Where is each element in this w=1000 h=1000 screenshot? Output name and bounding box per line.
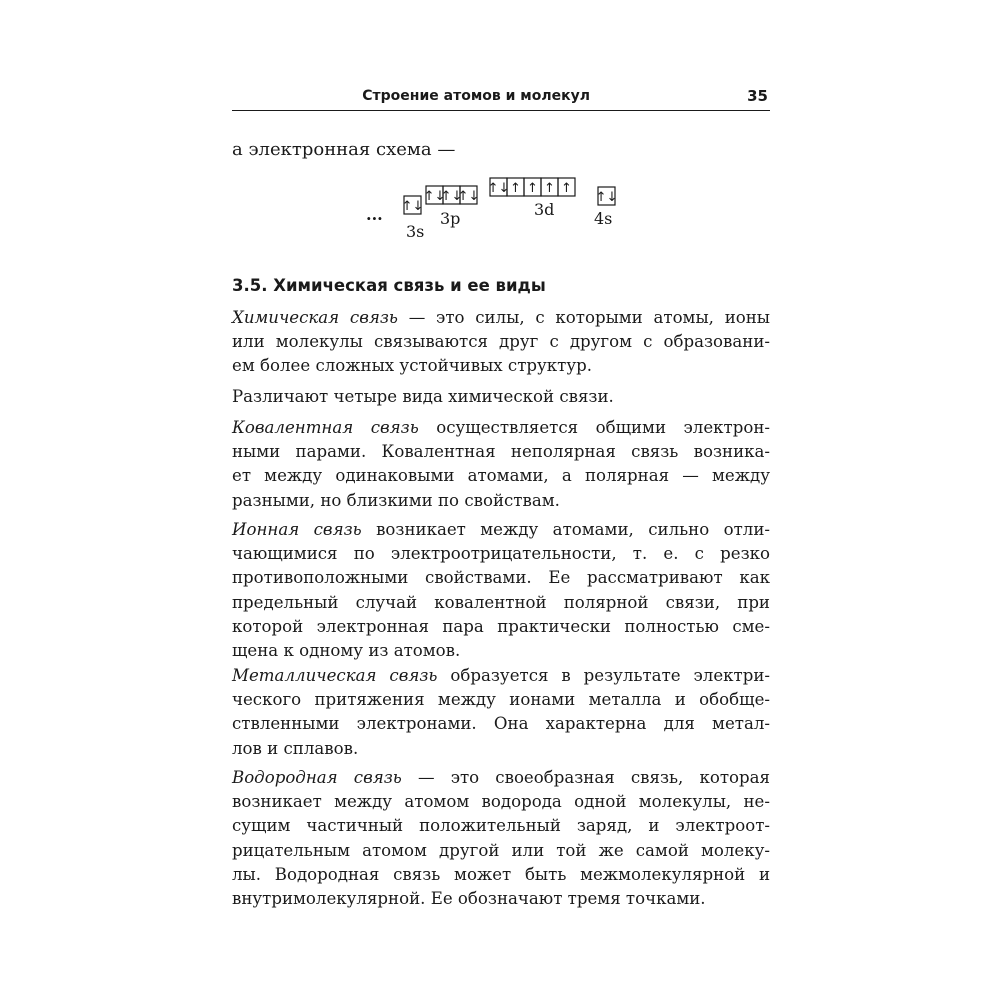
paragraph-line: Водородная связь — это своеобразная связь, которая <box>232 768 770 787</box>
paragraph-line: разными, но близкими по свойствам. <box>232 490 560 510</box>
paragraph-line: или молекулы связываются друг с другом с образовани- <box>232 332 770 352</box>
paragraph-line: Металлическая связь образуется в результате электри- <box>232 666 771 685</box>
paragraph-line: ствленными электронами. Она характерна для метал- <box>232 714 770 734</box>
paragraph-chemical-bond <box>232 306 770 379</box>
paragraph-line: сущим частичный положительный заряд, и электроот- <box>232 816 770 836</box>
diagram-ellipsis: ... <box>366 205 383 224</box>
paragraph-line: Различают четыре вида химической связи. <box>232 387 614 406</box>
term-covalent-bond: Ковалентная связь <box>232 418 419 437</box>
term-chemical-bond: Химическая связь <box>232 308 398 327</box>
page-number: 35 <box>747 87 768 105</box>
paragraph-line: противоположными свойствами. Ее рассматривают как <box>232 568 770 588</box>
running-title: Строение атомов и молекул <box>362 88 590 104</box>
electron-arrows: ↑↓ <box>401 199 424 214</box>
paragraph-line: рицательным атомом другой или той же самой молеку- <box>232 840 770 860</box>
paragraph-line: лов и сплавов. <box>232 738 359 758</box>
electron-arrows: ↑ <box>544 181 555 196</box>
orbital-label: 3d <box>534 200 555 219</box>
term-metallic-bond: Металлическая связь <box>232 666 438 685</box>
orbital-label: 3p <box>440 209 461 228</box>
paragraph-line: Химическая связь — это силы, с которыми атомы, ионы <box>232 308 771 327</box>
paragraph-line: ными парами. Ковалентная неполярная связь возника- <box>232 442 770 462</box>
section-title: 3.5. Химическая связь и ее виды <box>232 276 546 295</box>
paragraph-covalent-bond <box>232 416 770 513</box>
running-header <box>232 86 770 111</box>
paragraph-line: чающимися по электроотрицательности, т. е. с резко <box>232 544 770 564</box>
paragraph-line: ческого притяжения между ионами металла и обобще- <box>232 690 770 710</box>
orbital-label: 3s <box>406 222 425 241</box>
paragraph-hydrogen-bond <box>232 766 770 911</box>
paragraph-line: предельный случай ковалентной полярной связи, при <box>232 592 770 612</box>
paragraph-metallic-bond <box>232 664 770 761</box>
term-ionic-bond: Ионная связь <box>232 520 362 539</box>
paragraph-four-types <box>232 385 770 409</box>
paragraph-line: Ионная связь возникает между атомами, сильно отли- <box>232 520 770 539</box>
electron-arrows: ↑ <box>561 181 572 196</box>
orbital-diagram-svg <box>366 176 636 246</box>
paragraph-line: ет между одинаковыми атомами, а полярная — между <box>232 466 770 486</box>
paragraph-ionic-bond <box>232 518 770 663</box>
electron-arrows: ↑↓ <box>595 190 618 205</box>
paragraph-line: лы. Водородная связь может быть межмолекулярной и <box>232 864 770 884</box>
intro-text: а электронная схема — <box>232 139 456 160</box>
paragraph-line: возникает между атомом водорода одной молекулы, не- <box>232 792 770 812</box>
electron-arrows: ↑ <box>527 181 538 196</box>
electron-arrows: ↑↓ <box>423 189 446 204</box>
paragraph-line: Ковалентная связь осуществляется общими электрон- <box>232 418 770 437</box>
term-hydrogen-bond: Водородная связь <box>232 768 402 787</box>
orbital-label: 4s <box>594 209 613 228</box>
electron-arrows: ↑↓ <box>487 181 510 196</box>
paragraph-line: щена к одному из атомов. <box>232 641 461 661</box>
electron-arrows: ↑↓ <box>457 189 480 204</box>
paragraph-line: внутримолекулярной. Ее обозначают тремя точками. <box>232 889 706 909</box>
electron-orbital-diagram <box>366 176 636 246</box>
paragraph-line: ем более сложных устойчивых структур. <box>232 356 592 376</box>
paragraph-line: которой электронная пара практически полностью сме- <box>232 616 770 636</box>
electron-arrows: ↑↓ <box>440 189 463 204</box>
electron-arrows: ↑ <box>510 181 521 196</box>
